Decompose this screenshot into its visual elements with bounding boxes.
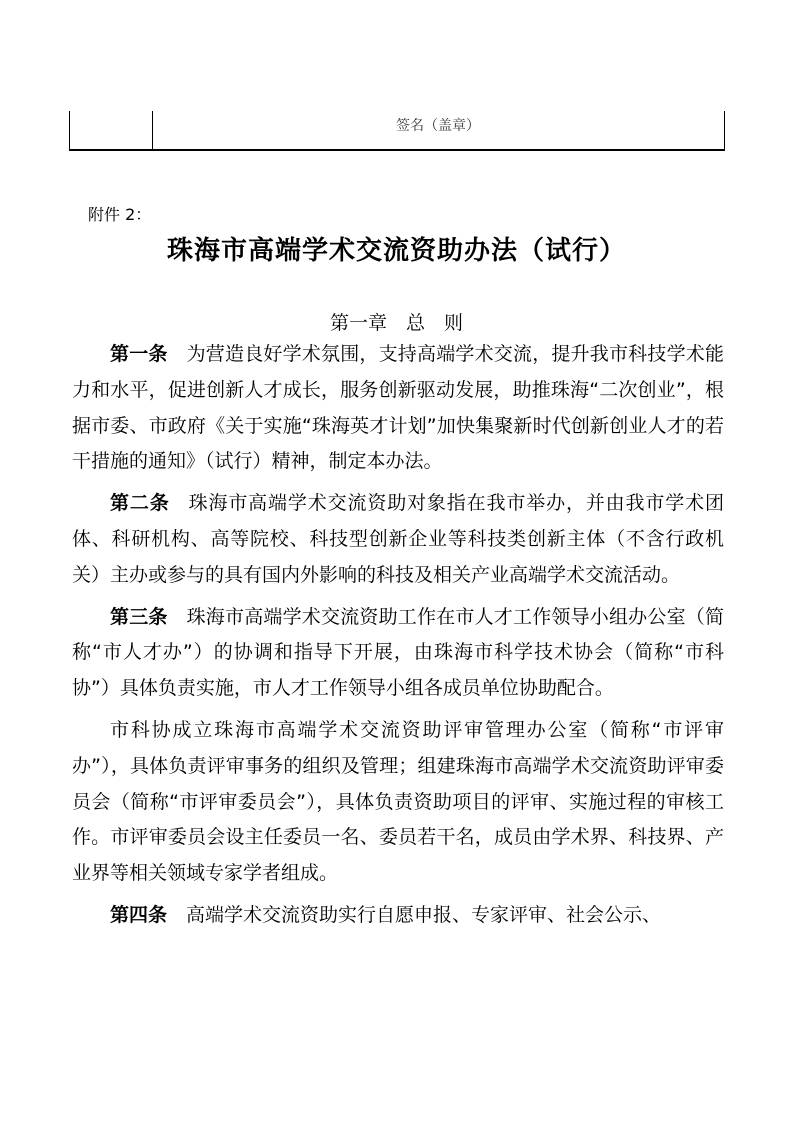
paragraph	[72, 898, 724, 934]
attachment-label: 附件 2：	[88, 205, 152, 224]
paragraph-text: 珠海市高端学术交流资助工作在市人才工作领导小组办公室（简称“市人才办”）的协调和指导下开展，由珠海市科学技术协会（简称“市科协”）具体负责实施，市人才工作领导小组各成员单位协助配合。	[72, 605, 724, 700]
article-number: 第二条	[110, 492, 170, 515]
paragraph-text: 为营造良好学术氛围，支持高端学术交流，提升我市科技学术能力和水平，促进创新人才成长，服务创新驱动发展，助推珠海“二次创业”，根据市委、市政府《关于实施“珠海英才计划”加快集聚新时代创新创业人才的若干措施的通知》（试行）精神，制定本办法。	[72, 343, 724, 473]
article-number: 第三条	[110, 605, 168, 628]
article-number: 第四条	[110, 903, 168, 926]
paragraph-text: 珠海市高端学术交流资助对象指在我市举办，并由我市学术团体、科研机构、高等院校、科技型创新企业等科技类创新主体（不含行政机关）主办或参与的具有国内外影响的科技及相关产业高端学术交流活动。	[72, 492, 724, 586]
signature-table-fragment	[69, 111, 725, 151]
paragraph	[72, 486, 724, 593]
paragraph	[72, 600, 724, 707]
document-body	[72, 337, 724, 940]
paragraph-text: 市科协成立珠海市高端学术交流资助评审管理办公室（简称“市评审办”），具体负责评审事务的组织及管理；组建珠海市高端学术交流资助评审委员会（简称“市评审委员会”），具体负责资助项目的评审、实施过程的审核工作。市评审委员会设主任委员一名、委员若干名，成员由学术界、科技界、产业界等相关领域专家学者组成。	[72, 718, 724, 885]
paragraph	[72, 713, 724, 892]
paragraph	[72, 337, 724, 480]
document-title: 珠海市高端学术交流资助办法（试行）	[166, 236, 626, 266]
chapter-heading: 第一章 总 则	[329, 312, 463, 334]
paragraph-text: 高端学术交流资助实行自愿申报、专家评审、社会公示、	[186, 903, 662, 926]
signature-seal-label: 签名（盖章）	[396, 118, 480, 134]
article-number: 第一条	[110, 343, 168, 365]
